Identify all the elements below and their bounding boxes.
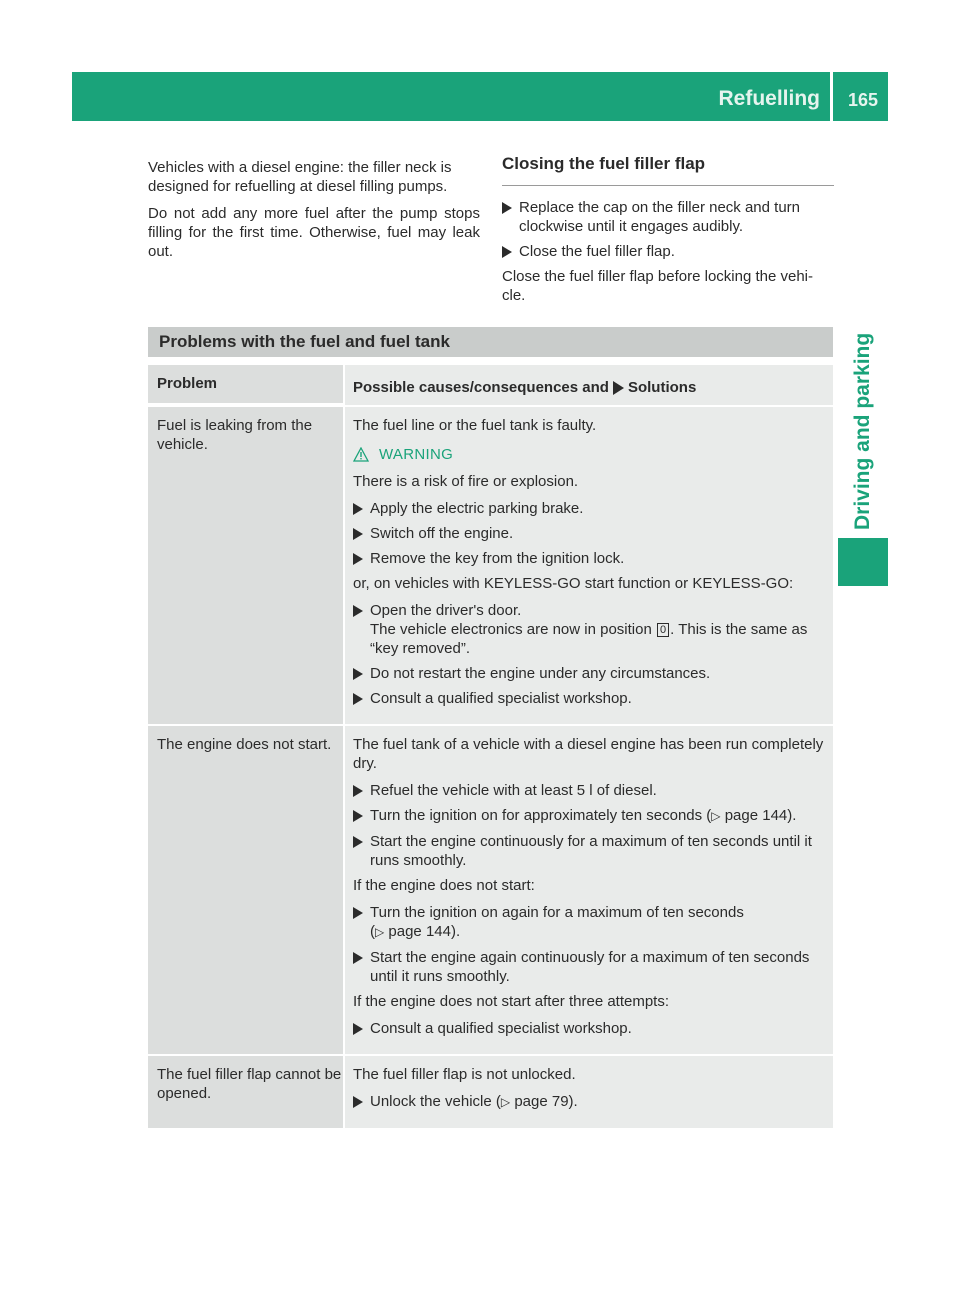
solution-cell: The fuel tank of a vehicle with a diesel engine has been run completely dry. Refuel the vehicle with at least 5 l of diesel. Turn the ignition on for approximately ten seconds (▷ page 144). Start the engine continuously for a maximum of ten seconds until it runs smoothly. If the engine does not start: Turn the ignition on again for a maximum of ten seconds (▷ page 144). Start the engine again continuously for a maximum of ten seconds until it runs smoothly. If the engine does not start after three attempts: Consult a qualified specialist workshop. [345, 726, 833, 1054]
solution-cell: The fuel filler flap is not unlocked. Unlock the vehicle (▷ page 79). [345, 1056, 833, 1128]
step-arrow-icon [353, 810, 363, 822]
instruction-step: Start the engine continuously for a maximum of ten seconds until it runs smoothly. [353, 832, 825, 870]
instruction-step: Turn the ignition on again for a maximum of ten seconds (▷ page 144). [353, 903, 825, 942]
note: Close the fuel filler flap before locking the vehi- cle. [502, 268, 814, 304]
step-arrow-icon [353, 553, 363, 565]
side-tab-marker [838, 538, 888, 586]
step-arrow-icon [353, 1096, 363, 1108]
right-column [502, 153, 834, 313]
step-arrow-icon [353, 605, 363, 617]
instruction-step: Open the driver's door. The vehicle electronics are now in position 0 . This is the same as “key removed”. [353, 601, 825, 658]
step-arrow-icon [353, 503, 363, 515]
step-arrow-icon [353, 785, 363, 797]
instruction-step: Close the fuel filler flap. [502, 242, 834, 261]
step-arrow-icon [353, 528, 363, 540]
header-divider [830, 72, 833, 121]
step-arrow-icon [353, 668, 363, 680]
paragraph: Do not add any more fuel after the pump stops filling for the first time. Otherwise, fuel may leak out. [148, 205, 480, 260]
problem-cell: The engine does not start. [148, 726, 343, 1054]
instruction-step: Consult a qualified specialist workshop. [353, 689, 825, 708]
step-arrow-icon [353, 836, 363, 848]
table-row [148, 407, 833, 724]
page-ref-icon: ▷ [375, 925, 385, 939]
problems-table [148, 327, 833, 1128]
instruction-step: Turn the ignition on for approximately ten seconds (▷ page 144). [353, 806, 825, 826]
instruction-step: Unlock the vehicle (▷ page 79). [353, 1092, 825, 1112]
page-ref-icon: ▷ [711, 809, 721, 823]
header-bar [72, 72, 888, 121]
instruction-step: Do not restart the engine under any circumstances. [353, 664, 825, 683]
step-arrow-icon [353, 1023, 363, 1035]
solution-arrow-icon [613, 381, 624, 395]
position-symbol: 0 [657, 623, 669, 637]
step-arrow-icon [353, 952, 363, 964]
paragraph: Vehicles with a diesel engine: the filler neck is designed for refuelling at diesel filling pumps. [148, 159, 452, 195]
side-tab [838, 300, 888, 540]
instruction-step: Apply the electric parking brake. [353, 499, 825, 518]
table-row [148, 726, 833, 1054]
page-reference[interactable]: page 79). [514, 1093, 578, 1110]
page-number: 165 [847, 90, 878, 110]
step-arrow-icon [353, 907, 363, 919]
step-arrow-icon [353, 693, 363, 705]
table-title: Problems with the fuel and fuel tank [148, 327, 833, 357]
problem-cell: The fuel filler flap cannot be opened. [148, 1056, 343, 1128]
left-column [148, 158, 480, 269]
step-arrow-icon [502, 202, 512, 214]
header-causes: Possible causes/consequences and Solutions [345, 365, 833, 405]
problem-cell: Fuel is leaking from the vehicle. [148, 407, 343, 724]
instruction-step: Start the engine again continuously for a maximum of ten seconds until it runs smoothly. [353, 948, 825, 986]
solution-cell: The fuel line or the fuel tank is faulty. WARNING There is a risk of fire or explosion. Apply the electric parking brake. Switch off the engine. Remove the key from the ignition lock. or, on vehicles with KEYLESS-GO start function or KEYLESS-GO: Open the driver's door. The vehicle electronics are now in position 0 . This is the same as “key removed”. Do not restart the engine under any circumstances. Consult a qualified specialist workshop. [345, 407, 833, 724]
side-tab-label: Driving and parking [851, 332, 874, 530]
step-arrow-icon [502, 246, 512, 258]
instruction-step: Switch off the engine. [353, 524, 825, 543]
table-header-row [148, 365, 833, 405]
page-reference[interactable]: page 144). [724, 807, 797, 824]
section-title: Refuelling [718, 87, 820, 110]
table-row [148, 1056, 833, 1128]
header-problem: Problem [148, 365, 343, 403]
instruction-step: Remove the key from the ignition lock. [353, 549, 825, 568]
page-reference[interactable]: page 144). [388, 923, 461, 940]
section-heading: Closing the fuel filler flap [502, 153, 834, 186]
instruction-step: Refuel the vehicle with at least 5 l of diesel. [353, 781, 825, 800]
warning-icon [353, 447, 369, 462]
warning-label: WARNING [353, 445, 825, 464]
instruction-step: Replace the cap on the filler neck and turn clockwise until it engages audibly. [502, 198, 834, 236]
page-ref-icon: ▷ [500, 1095, 511, 1109]
instruction-step: Consult a qualified specialist workshop. [353, 1019, 825, 1038]
